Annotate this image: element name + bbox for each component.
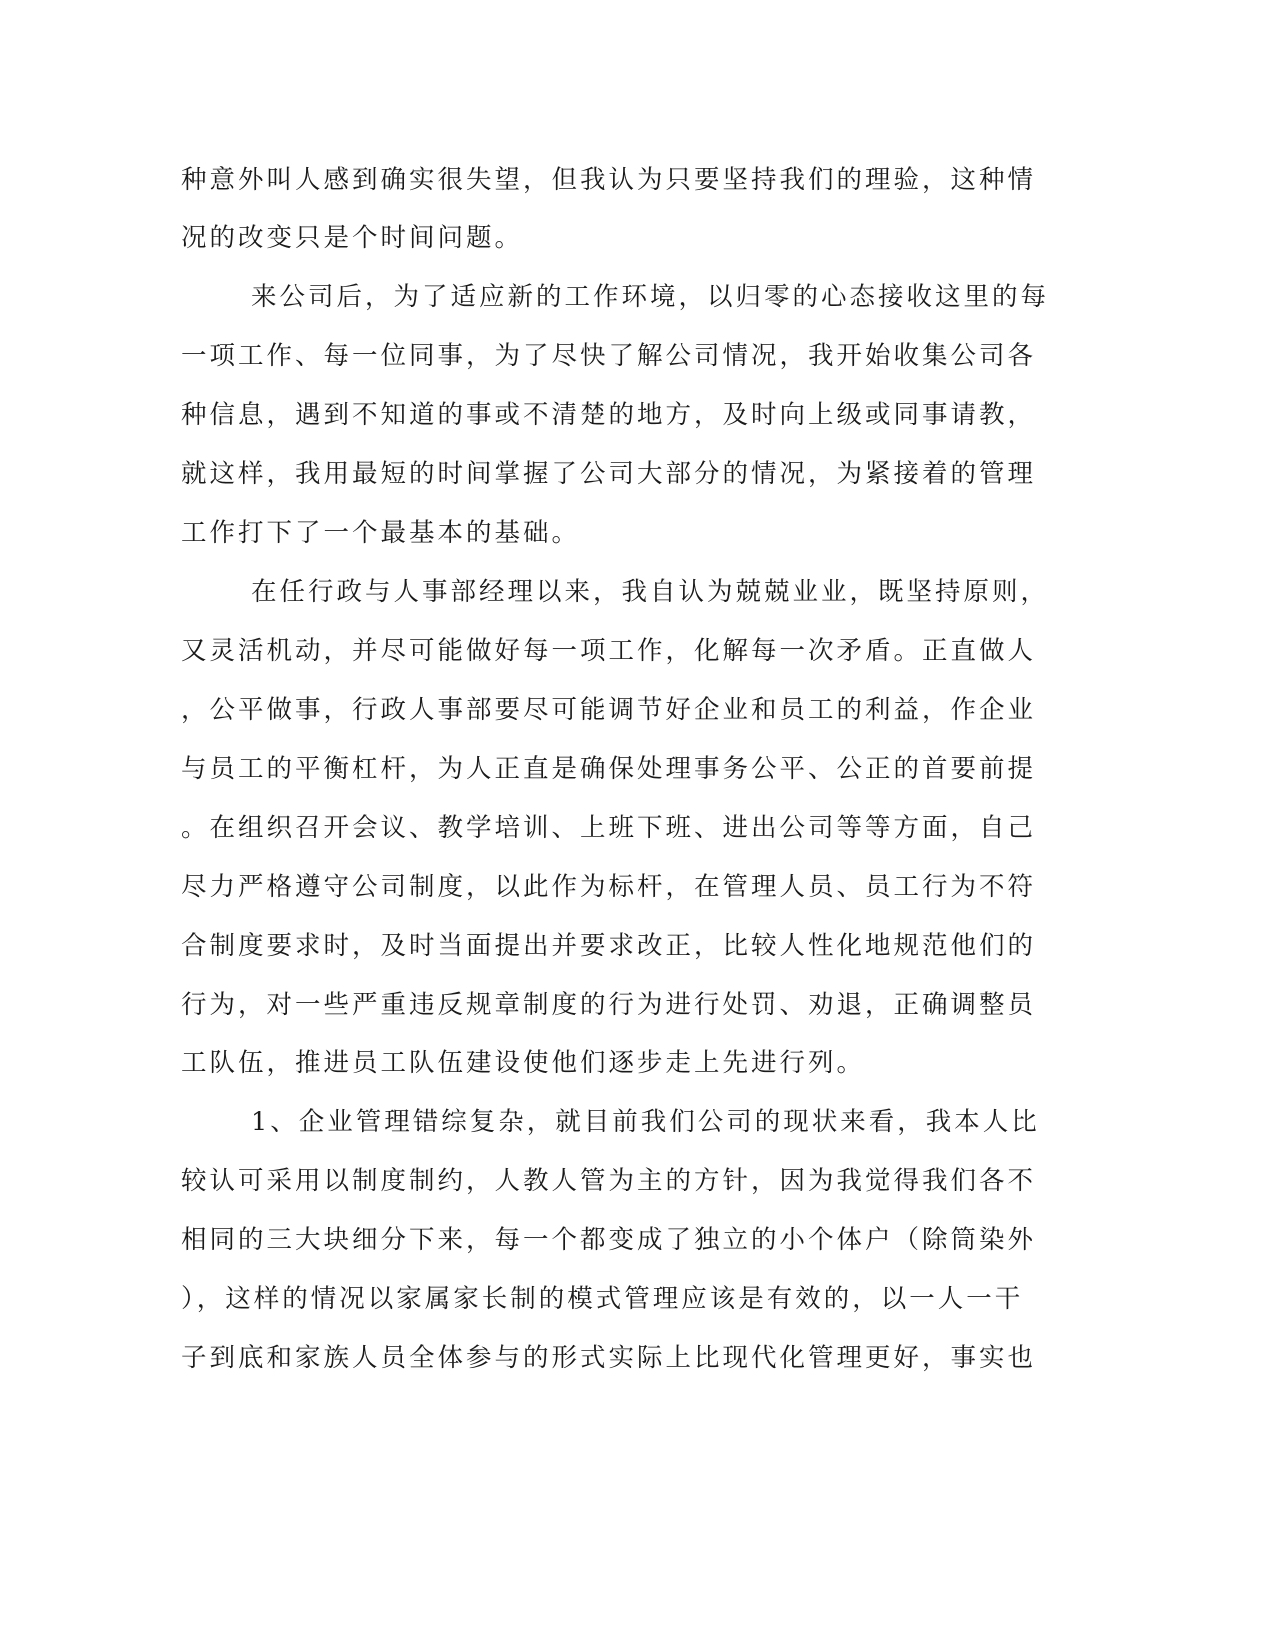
text-line: 工作打下了一个最基本的基础。 (181, 518, 581, 548)
text-line: 子到底和家族人员全体参与的形式实际上比现代化管理更好，事实也 (181, 1343, 1037, 1373)
text-line: 一项工作、每一位同事，为了尽快了解公司情况，我开始收集公司各 (181, 341, 1037, 371)
text-line: 相同的三大块细分下来，每一个都变成了独立的小个体户（除筒染外 (181, 1225, 1037, 1255)
paragraph-start-line: 1、企业管理错综复杂，就目前我们公司的现状来看，我本人比 (251, 1107, 1040, 1137)
text-line: 尽力严格遵守公司制度，以此作为标杆，在管理人员、员工行为不符 (181, 872, 1037, 902)
text-line: ），这样的情况以家属家长制的模式管理应该是有效的，以一人一干 (181, 1284, 1024, 1314)
text-line: 。在组织召开会议、教学培训、上班下班、进出公司等等方面，自己 (181, 813, 1037, 843)
text-line: ，公平做事，行政人事部要尽可能调节好企业和员工的利益，作企业 (181, 695, 1037, 725)
text-line: 工队伍，推进员工队伍建设使他们逐步走上先进行列。 (181, 1048, 866, 1078)
text-line: 合制度要求时，及时当面提出并要求改正，比较人性化地规范他们的 (181, 931, 1037, 961)
text-line: 就这样，我用最短的时间掌握了公司大部分的情况，为紧接着的管理 (181, 459, 1037, 489)
text-line: 与员工的平衡杠杆，为人正直是确保处理事务公平、公正的首要前提 (181, 754, 1037, 784)
text-line: 较认可采用以制度制约，人教人管为主的方针，因为我觉得我们各不 (181, 1166, 1037, 1196)
text-line: 况的改变只是个时间问题。 (181, 223, 524, 253)
text-line: 种信息，遇到不知道的事或不清楚的地方，及时向上级或同事请教， (181, 400, 1037, 430)
paragraph-start-line: 在任行政与人事部经理以来，我自认为兢兢业业，既坚持原则， (251, 577, 1050, 607)
text-line: 行为，对一些严重违反规章制度的行为进行处罚、劝退，正确调整员 (181, 990, 1037, 1020)
text-line: 种意外叫人感到确实很失望，但我认为只要坚持我们的理验，这种情 (181, 165, 1037, 195)
paragraph-start-line: 来公司后，为了适应新的工作环境，以归零的心态接收这里的每 (251, 282, 1050, 312)
text-line: 又灵活机动，并尽可能做好每一项工作，化解每一次矛盾。正直做人 (181, 636, 1037, 666)
